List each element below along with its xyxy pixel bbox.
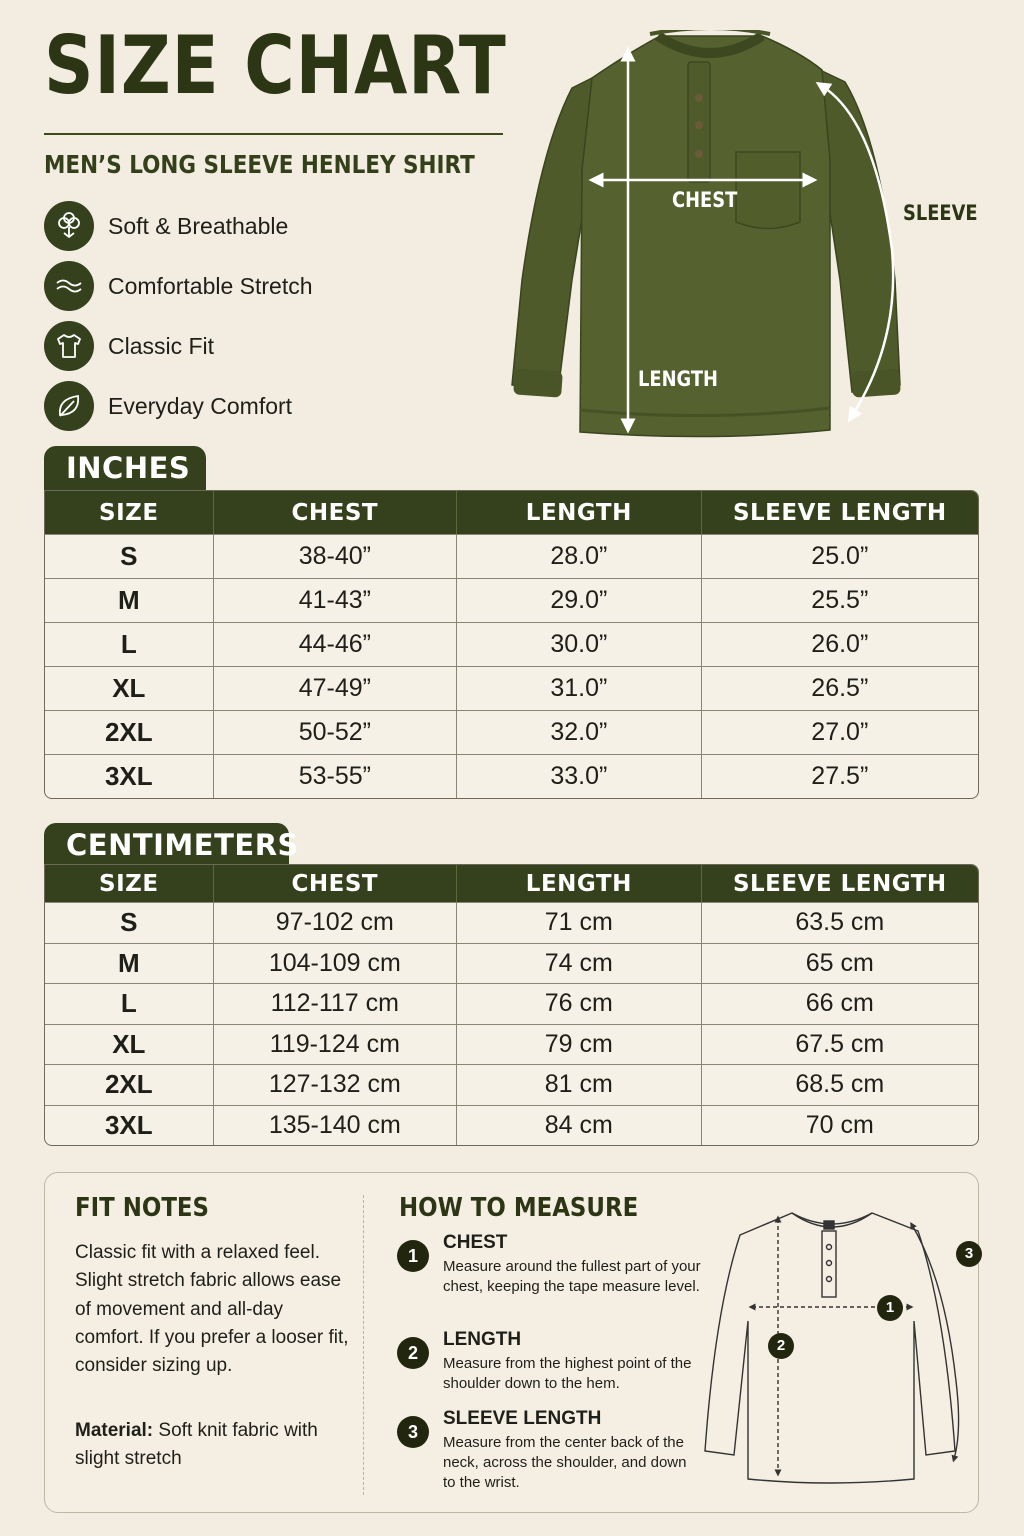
product-subtitle: MEN’S LONG SLEEVE HENLEY SHIRT <box>44 150 475 179</box>
value-cell: 25.5” <box>701 578 978 622</box>
fit-notes-text: Classic fit with a relaxed feel. Slight stretch fabric allows ease of movement and all-day comfort. If you prefer a looser fit, consider sizing up. <box>75 1242 349 1377</box>
centimeters-table <box>44 864 979 1146</box>
value-cell: 26.0” <box>701 622 978 666</box>
column-header: LENGTH <box>456 491 701 534</box>
table-header-row <box>45 491 978 534</box>
length-label: LENGTH <box>638 367 718 391</box>
table-row <box>45 622 978 666</box>
step-title: CHEST <box>443 1232 508 1253</box>
size-cell: M <box>45 943 213 984</box>
value-cell: 41-43” <box>213 578 456 622</box>
value-cell: 71 cm <box>456 902 701 943</box>
value-cell: 135-140 cm <box>213 1105 456 1146</box>
material-text: Soft knit fabric with slight stretch <box>75 1420 318 1470</box>
feature-list <box>44 196 313 436</box>
value-cell: 97-102 cm <box>213 902 456 943</box>
value-cell: 81 cm <box>456 1064 701 1105</box>
feature-label: Comfortable Stretch <box>108 272 313 299</box>
inches-tab: INCHES <box>44 446 206 492</box>
tshirt-icon <box>44 321 94 371</box>
value-cell: 29.0” <box>456 578 701 622</box>
feature-label: Soft & Breathable <box>108 212 289 239</box>
table-row <box>45 943 978 984</box>
value-cell: 119-124 cm <box>213 1024 456 1065</box>
value-cell: 65 cm <box>701 943 978 984</box>
page-title: SIZE CHART <box>44 19 507 112</box>
inches-table <box>44 490 979 799</box>
column-header: CHEST <box>213 865 456 902</box>
size-cell: 2XL <box>45 1064 213 1105</box>
feature-item <box>44 196 313 256</box>
column-header: SIZE <box>45 491 213 534</box>
size-cell: XL <box>45 1024 213 1065</box>
value-cell: 38-40” <box>213 534 456 578</box>
step-title: LENGTH <box>443 1329 522 1350</box>
value-cell: 53-55” <box>213 754 456 798</box>
value-cell: 68.5 cm <box>701 1064 978 1105</box>
value-cell: 104-109 cm <box>213 943 456 984</box>
feature-label: Everyday Comfort <box>108 392 293 419</box>
size-cell: 2XL <box>45 710 213 754</box>
column-header: SLEEVE LENGTH <box>701 865 978 902</box>
value-cell: 74 cm <box>456 943 701 984</box>
value-cell: 28.0” <box>456 534 701 578</box>
step-text: Measure from the center back of the neck, across the shoulder, and down to the wrist. <box>443 1434 687 1491</box>
table-row <box>45 983 978 1024</box>
diagram-marker-3: 3 <box>956 1241 982 1267</box>
size-cell: S <box>45 902 213 943</box>
value-cell: 26.5” <box>701 666 978 710</box>
value-cell: 84 cm <box>456 1105 701 1146</box>
sleeve-label: SLEEVE <box>903 201 978 225</box>
measure-diagram <box>700 1201 975 1501</box>
value-cell: 63.5 cm <box>701 902 978 943</box>
feature-label: Classic Fit <box>108 332 215 359</box>
table-row <box>45 754 978 798</box>
table-row <box>45 666 978 710</box>
value-cell: 127-132 cm <box>213 1064 456 1105</box>
size-cell: M <box>45 578 213 622</box>
step-text: Measure around the fullest part of your chest, keeping the tape measure level. <box>443 1258 701 1295</box>
step-number: 2 <box>397 1337 429 1369</box>
size-cell: 3XL <box>45 754 213 798</box>
table-row <box>45 1064 978 1105</box>
table-row <box>45 710 978 754</box>
value-cell: 30.0” <box>456 622 701 666</box>
value-cell: 67.5 cm <box>701 1024 978 1065</box>
table-row <box>45 534 978 578</box>
leaf-icon <box>44 381 94 431</box>
value-cell: 112-117 cm <box>213 983 456 1024</box>
step-number: 1 <box>397 1240 429 1272</box>
stretch-icon <box>44 261 94 311</box>
value-cell: 50-52” <box>213 710 456 754</box>
material-note <box>75 1417 350 1474</box>
column-header: SLEEVE LENGTH <box>701 491 978 534</box>
step-title: SLEEVE LENGTH <box>443 1408 602 1429</box>
size-cell: XL <box>45 666 213 710</box>
size-cell: L <box>45 983 213 1024</box>
value-cell: 79 cm <box>456 1024 701 1065</box>
chest-label: CHEST <box>672 188 738 212</box>
column-header: SIZE <box>45 865 213 902</box>
shirt-illustration <box>500 30 1000 450</box>
value-cell: 31.0” <box>456 666 701 710</box>
title-divider <box>44 133 503 135</box>
value-cell: 25.0” <box>701 534 978 578</box>
feature-item <box>44 256 313 316</box>
size-cell: S <box>45 534 213 578</box>
step-number: 3 <box>397 1416 429 1448</box>
size-cell: 3XL <box>45 1105 213 1146</box>
centimeters-tab: CENTIMETERS <box>44 823 289 869</box>
how-to-measure-title: HOW TO MEASURE <box>399 1193 639 1223</box>
table-row <box>45 1105 978 1146</box>
value-cell: 27.5” <box>701 754 978 798</box>
value-cell: 70 cm <box>701 1105 978 1146</box>
value-cell: 66 cm <box>701 983 978 1024</box>
info-panel <box>44 1172 979 1513</box>
fit-notes-title: FIT NOTES <box>75 1193 210 1223</box>
material-label: Material: <box>75 1420 154 1441</box>
section-divider <box>363 1195 364 1495</box>
step-text: Measure from the highest point of the shoulder down to the hem. <box>443 1355 692 1392</box>
diagram-marker-2: 2 <box>768 1333 794 1359</box>
value-cell: 33.0” <box>456 754 701 798</box>
table-row <box>45 578 978 622</box>
table-header-row <box>45 865 978 902</box>
diagram-marker-1: 1 <box>877 1295 903 1321</box>
column-header: LENGTH <box>456 865 701 902</box>
feature-item <box>44 316 313 376</box>
value-cell: 32.0” <box>456 710 701 754</box>
table-row <box>45 1024 978 1065</box>
value-cell: 27.0” <box>701 710 978 754</box>
value-cell: 44-46” <box>213 622 456 666</box>
value-cell: 76 cm <box>456 983 701 1024</box>
cotton-icon <box>44 201 94 251</box>
feature-item <box>44 376 313 436</box>
size-cell: L <box>45 622 213 666</box>
value-cell: 47-49” <box>213 666 456 710</box>
table-row <box>45 902 978 943</box>
column-header: CHEST <box>213 491 456 534</box>
